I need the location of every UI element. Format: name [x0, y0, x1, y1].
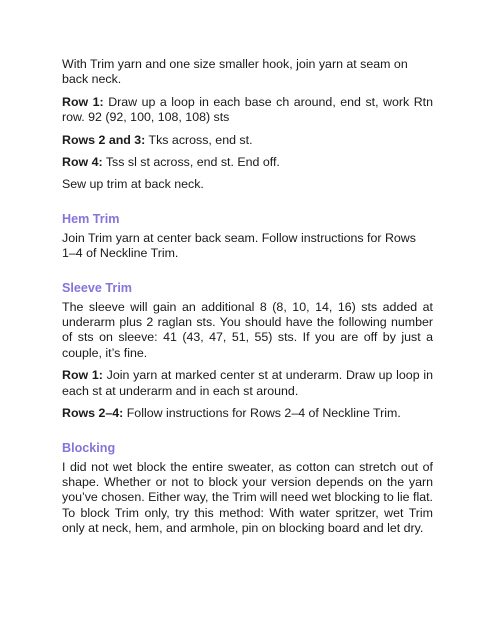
neckline-row-2-3	[62, 133, 433, 148]
row-text: Tss sl st across, end st. End off.	[102, 155, 280, 170]
neckline-row-4	[62, 155, 433, 170]
sleeve-trim-heading: Sleeve Trim	[62, 280, 133, 295]
neckline-closing: Sew up trim at back neck.	[62, 177, 204, 192]
section-spacer	[62, 429, 433, 440]
blocking-text: I did not wet block the entire sweater, as cotton can stretch out of shape. Whether or not to block your version depends on the yarn you’ve chosen. Either way, the Trim will need wet blocking to lie flat. To block Trim only, try this method: With water spritzer, wet Trim only at neck, hem, and armhole, pin on blocking board and let dry.	[62, 459, 433, 536]
section-spacer	[62, 200, 433, 211]
row-label: Row 1:	[62, 94, 104, 109]
section-spacer	[62, 269, 433, 280]
neckline-row-1	[62, 95, 433, 126]
row-text: Draw up a loop in each base ch around, end st, work Rtn row. 92 (92, 100, 108, 108) sts	[62, 94, 433, 125]
hem-trim-heading: Hem Trim	[62, 211, 120, 226]
neckline-intro: With Trim yarn and one size smaller hook, join yarn at seam on back neck.	[62, 57, 408, 87]
hem-trim-text: Join Trim yarn at center back seam. Follow instructions for Rows 1–4 of Neckline Trim.	[62, 230, 416, 261]
sleeve-row-2-4	[62, 406, 433, 421]
blocking-heading: Blocking	[62, 440, 116, 455]
document-page	[62, 57, 433, 544]
row-label: Rows 2–4:	[62, 406, 124, 421]
row-text: Join yarn at marked center st at underarm. Draw up loop in each st at underarm and in each st around.	[62, 368, 433, 398]
row-label: Row 1:	[62, 368, 103, 383]
row-label: Row 4:	[62, 155, 103, 170]
sleeve-trim-text: The sleeve will gain an additional 8 (8, 10, 14, 16) sts added at underarm plus 2 raglan sts. You should have the following number of sts on sleeve: 41 (43, 47, 51, 55) sts. If you are off by just a couple, it’s fine.	[62, 299, 433, 360]
row-text: Tks across, end st.	[145, 132, 253, 147]
sleeve-row-1	[62, 368, 433, 399]
row-text: Follow instructions for Rows 2–4 of Neckline Trim.	[123, 406, 401, 421]
row-label: Rows 2 and 3:	[62, 132, 146, 147]
